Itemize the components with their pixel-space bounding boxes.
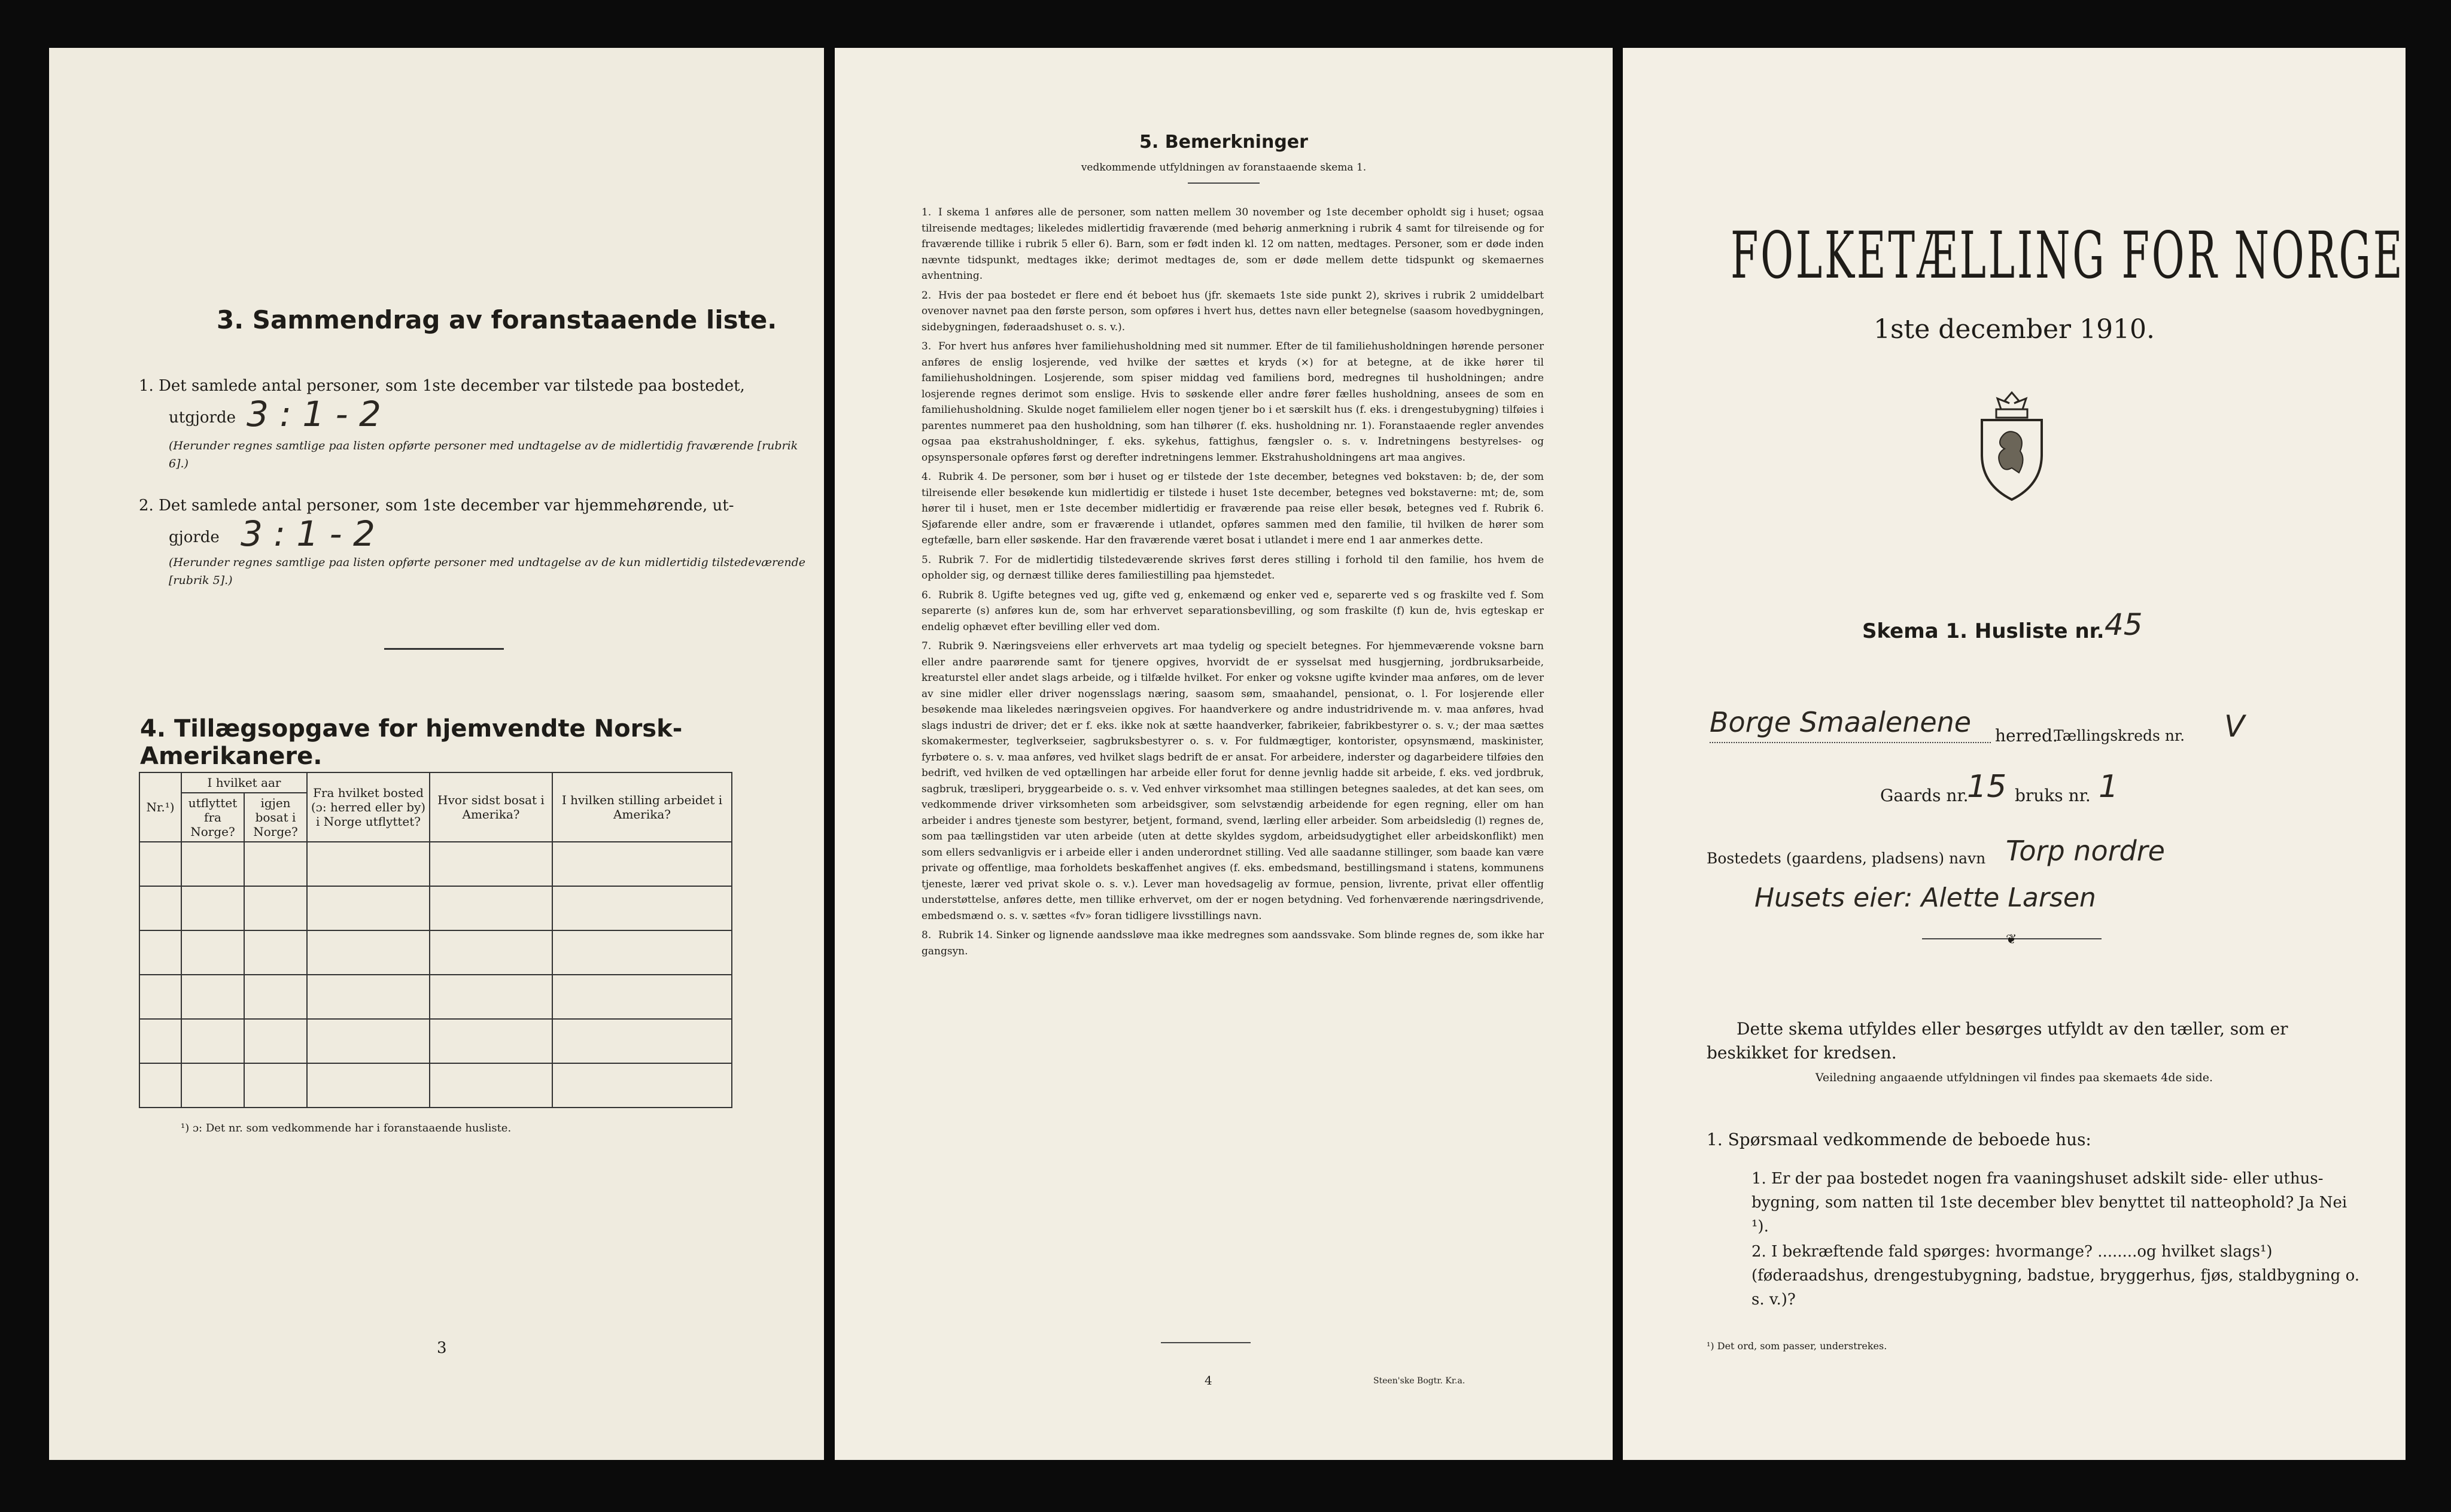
bosted-value: Torp nordre [2006,835,2165,867]
table-footnote: ¹) ɔ: Det nr. som vedkommende har i foranstaaende husliste. [181,1122,512,1134]
kreds-value: V [2224,709,2245,744]
remark-text: Hvis der paa bostedet er flere end ét beboet hus (jfr. skemaets 1ste side punkt 2), skrives i rubrik 2 umiddelbart ovenover navnet paa den første person, som opføres i hvert hus, dettes navn eller betegnelse (saasom hovedbygningen, sidebygningen, føderaadshuset o. s. v.). [922,289,1544,333]
table-row [139,1019,732,1063]
remark-number: 6. [922,589,932,601]
page-number-3: 3 [437,1339,447,1357]
section-4-title: 4. Tillægsopgave for hjemvendte Norsk-Amerikanere. [140,715,683,770]
remark-number: 8. [922,929,932,941]
instruction-text: Dette skema utfyldes eller besørges utfyldt av den tæller, som er beskikket for kredsen. [1707,1019,2288,1063]
remark-text: Rubrik 4. De personer, som bør i huset og er tilstede der 1ste december, betegnes ved bokstaven: b; de, der som tilreisende eller besøkende kun midlertidig er tilstede i huset 1ste december, betegnes ved bokstaverne: mt; de, som hører til i huset, men er 1ste december midlertidig er fraværende paa reise eller besøk, betegnes ved f. Rubrik 6. Sjøfarende eller andre, som er fraværende i utlandet, opføres sammen med den familie, til hvilken de hører som egtefælle, barn eller søskende. Har den fraværende været bosat i utlandet i mere end 1 aar anmerkes dette. [922,471,1544,546]
q1-item-1: 1. Er der paa bostedet nogen fra vaaningshuset adskilt side- eller uthus-bygning, som natten til 1ste december blev benyttet til natteophold? Ja Nei ¹). [1751,1170,2347,1236]
norsk-amerikanere-table [139,772,732,1108]
table-row [139,930,732,975]
item-2-gjorde: gjorde [169,528,220,546]
remark-text: For hvert hus anføres hver familiehusholdning med sit nummer. Efter de til familiehusholdningen hørende personer anføres de enslig losjerende, ved hvilke der sættes et kryds (×) for at betegne, at de ikke hører til familiehusholdningen. Losjerende, som spiser middag ved familiens bord, medregnes til husholdningen; andre losjerende regnes derimot som enslige. Hvis to søskende eller andre fører fælles husholdning, ansees de som en familiehusholdning. Skulde noget familielem eller nogen tjener bo i et særskilt hus (f. eks. i drengestubygning) tilføies i parentes nummeret paa den husholdning, som han tilhører (f. eks. husholdning nr. 1). Foranstaaende regler anvendes ogsaa paa ekstrahusholdninger, f. eks. sykehus, fattighus, fængsler o. s. v. Indretningens bestyrelses- og opsynspersonale opføres først og derefter indretningens lemmer. Ekstrahusholdningens art maa angives. [922,340,1544,464]
remark-number: 7. [922,640,932,652]
remark-number: 2. [922,289,932,302]
table-row [139,975,732,1019]
bruks-label: bruks nr. [2015,786,2091,805]
remark-text: I skema 1 anføres alle de personer, som natten mellem 30 november og 1ste december opholdt sig i huset; ogsaa tilreisende medtages; likeledes midlertidig fraværende (med behørig anmerkning i rubrik 4 samt for tilreisende og for fraværende tillike i rubrik 5 eller 6). Barn, som er født inden kl. 12 om natten, medtages. Personer, som er døde inden nævnte tidspunkt, medtages ikke; derimot medtages de, som er døde mellem dette tidspunkt og skemaernes avhentning. [922,206,1544,282]
remarks-title: 5. Bemerkninger [1139,132,1308,153]
divider [1161,1342,1251,1343]
remark-text: Rubrik 9. Næringsveiens eller erhvervets art maa tydelig og specielt betegnes. For hjemmeværende voksne barn eller andre paarørende samt for tjenere opgives, hvorvidt de er sysselsat med husgjerning, jordbruksarbeide, kreaturstel eller andet slags arbeide, og i tilfælde hvilket. For enker og voksne ugifte kvinder maa anføres, om de lever av sine midler eller driver nogensslags næring, saasom søm, smaahandel, pensionat, o. l. For losjerende eller besøkende maa likeledes næringsveien opgives. For haandverkere og andre industridrivende m. v. maa anføres, hvad slags industri de driver; det er f. eks. ikke nok at sætte haandverker, fabrikeier, fabrikbestyrer o. s. v.; der maa sættes skomakermester, teglverkseier, sagbruksbestyrer o. s. v. For fuldmægtiger, kontorister, opsynsmænd, maskinister, fyrbøtere o. s. v. maa anføres, ved hvilket slags bedrift de er ansat. For arbeidere, inderster og dagarbeidere tilføies den bedrift, ved hvilken de ved optællingen har arbeide eller forut for denne jevnlig hadde sit arbeide, f. eks. ved jordbruk, sagbruk, træsliperi, bryggearbeide o. s. v. Ved enhver virksomhet maa stillingen betegnes saaledes, at det kan sees, om vedkommende driver virksomheten som arbeidsgiver, som selvstændig arbeidende for egen regning, eller om han arbeider i andres tjeneste som bestyrer, betjent, formand, svend, lærling eller arbeider. Som arbeidsledig (l) regnes de, som paa tællingstiden var uten arbeide (uten at dette skyldes sygdom, arbeidsudygtighet eller arbeidskonflikt) men som ellers sedvanligvis er i arbeide eller i anden underordnet stilling. Ved alle saadanne stillinger, som baade kan være private og offentlige, maa forholdets beskaffenhet angives (f. eks. embedsmand, bestillingsmand i statens, kommunens tjeneste, lærer ved privat skole o. s. v.). Lever man hovedsagelig av formue, pension, livrente, privat eller offentlig understøttelse, anføres dette, men tillike erhvervet, om der er nogen betydning. Ved forhenværende næringsdrivende, embedsmænd o. s. v. sættes «fv» foran tidligere livsstillings navn. [922,640,1544,922]
husliste-nr-value: 45 [2105,607,2143,642]
item-2-text: 2. Det samlede antal personer, som 1ste december var hjemmehørende, ut- [139,497,734,515]
gaards-label: Gaards nr. [1880,786,1969,805]
herred-value: Borge Smaalenene [1710,706,1972,738]
remark-text: Rubrik 14. Sinker og lignende aandssløve maa ikke medregnes som aandssvake. Som blinde regnes de, som ikke har gangsyn. [922,929,1544,957]
coat-of-arms-icon [1970,389,2054,503]
remark-item [922,552,1544,584]
col-fra-hvilket-bosted: Fra hvilket bosted (ɔ: herred eller by) i Norge utflyttet? [307,772,430,842]
remark-text: Rubrik 8. Ugifte betegnes ved ug, gifte ved g, enkemænd og enker ved e, separerte ved s og fraskilte ved f. Som separerte (s) anføres kun de, som har erhvervet separationsbevilling, og som fraskilte (f) kun de, hvis egteskap er endelig ophævet efter bevilling eller ved dom. [922,589,1544,633]
remark-item [922,205,1544,284]
remark-item [922,288,1544,336]
remarks-list [922,205,1544,963]
remark-text: Rubrik 7. For de midlertidig tilstedeværende skrives først deres stilling i forhold til den familie, hos hvem de opholder sig, og dernæst tillike deres familiestilling paa hjemstedet. [922,553,1544,582]
page-left [49,48,824,1460]
ornament-icon: ❦ [2006,932,2017,947]
table-row [139,842,732,886]
husets-eier-value: Husets eier: Alette Larsen [1754,883,2096,913]
divider [1188,182,1260,184]
col-nr: Nr.¹) [139,772,181,842]
remark-item [922,469,1544,549]
table-row [139,886,732,930]
page-number-4: 4 [1205,1373,1212,1388]
remark-number: 4. [922,471,932,483]
bruks-value: 1 [2099,769,2119,805]
remark-item [922,638,1544,924]
item-1-value: 3 : 1 - 2 [247,394,381,434]
census-date: 1ste december 1910. [1873,314,2155,345]
herred-label: herred. [1995,726,2058,746]
item-2-note: (Herunder regnes samtlige paa listen opførte personer med undtagelse av de kun midlertidig tilstedeværende [rubrik 5].) [169,556,806,587]
kreds-label: Tællingskreds nr. [2054,727,2185,744]
main-title: FOLKETÆLLING FOR NORGE [1731,218,2405,293]
page-right [1623,48,2406,1460]
gaards-value: 15 [1967,769,2007,805]
remark-number: 5. [922,553,932,566]
instruction-note: Veiledning angaaende utfyldningen vil findes paa skemaets 4de side. [1815,1071,2213,1084]
table-row [139,1063,732,1108]
item-1-text: 1. Det samlede antal personer, som 1ste december var tilstede paa bostedet, [139,377,745,395]
remark-number: 3. [922,340,932,352]
page-middle [835,48,1613,1460]
bosted-label: Bostedets (gaardens, pladsens) navn [1707,850,1986,867]
col-utflyttet: utflyttet fra Norge? [181,793,244,842]
remarks-subtitle: vedkommende utfyldningen av foranstaaende skema 1. [1081,162,1367,174]
herred-line [1710,742,1991,743]
col-igjen-bosat: igjen bosat i Norge? [244,793,307,842]
col-i-hvilket-aar: I hvilket aar [181,772,307,793]
printer-mark: Steen'ske Bogtr. Kr.a. [1373,1376,1465,1386]
item-1-utgjorde: utgjorde [169,409,236,427]
item-1-note: (Herunder regnes samtlige paa listen opførte personer med undtagelse av de midlertidig fraværende [rubrik 6].) [169,439,798,470]
remark-item [922,927,1544,959]
footnote: ¹) Det ord, som passer, understrekes. [1707,1340,1887,1352]
remark-item [922,339,1544,466]
item-2-value: 3 : 1 - 2 [241,513,375,554]
col-stilling: I hvilken stilling arbeidet i Amerika? [552,772,732,842]
divider [384,648,504,650]
section-3-title: 3. Sammendrag av foranstaaende liste. [217,305,777,334]
skema-label: Skema 1. Husliste nr. [1862,619,2105,643]
q1-title: 1. Spørsmaal vedkommende de beboede hus: [1707,1130,2091,1149]
col-hvor-sidst-bosat: Hvor sidst bosat i Amerika? [430,772,552,842]
q1-item-2: 2. I bekræftende fald spørges: hvormange? ........og hvilket slags¹) (føderaadshus, drengestubygning, badstue, bryggerhus, fjøs, staldbygning o. s. v.)? [1751,1243,2360,1309]
remark-number: 1. [922,206,932,218]
remark-item [922,588,1544,635]
